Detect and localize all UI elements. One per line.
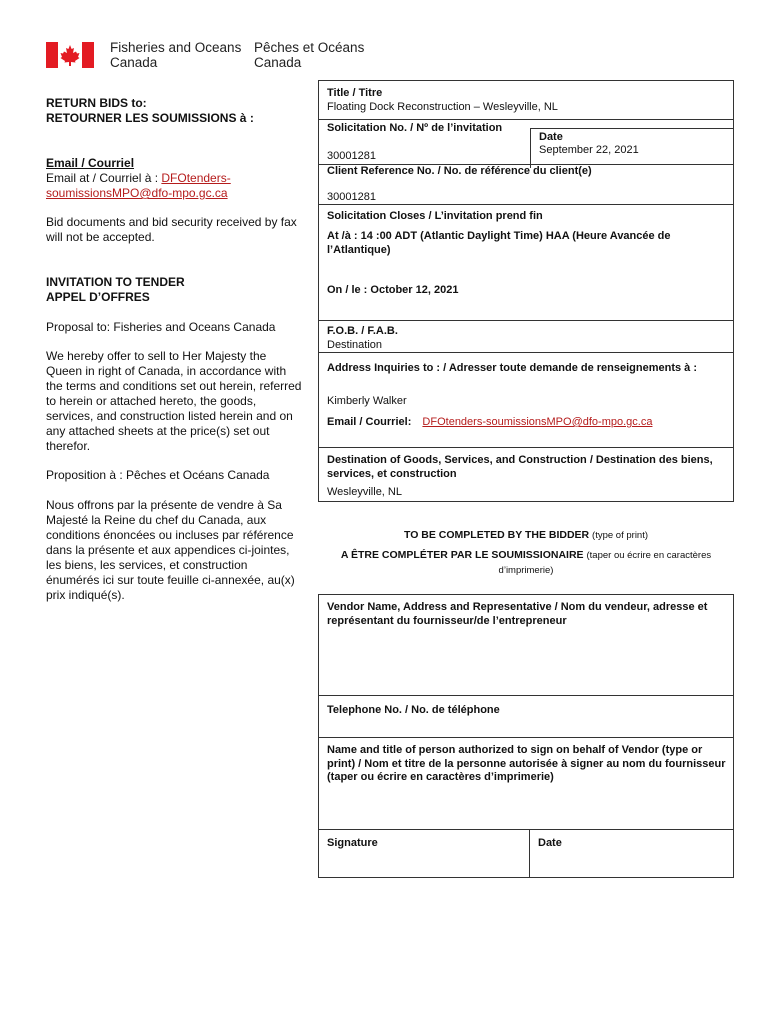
email-block: Email / Courriel Email at / Courriel à : DFOtenders- soumissionsMPO@dfo-mpo.gc.ca (46, 156, 304, 201)
bidder-instructions: TO BE COMPLETED BY THE BIDDER (type of print) A ÊTRE COMPLÉTER PAR LE SOUMISSIONAIRE (taper ou écrire en caractères d’imprimerie) (340, 529, 712, 576)
return-bids-heading: RETURN BIDS to: RETOURNER LES SOUMISSIONS à : (46, 96, 254, 125)
department-name-en: Fisheries and Oceans Canada (110, 40, 242, 70)
vendor-field[interactable] (323, 633, 729, 689)
email-link-part1[interactable]: DFOtenders- (161, 171, 231, 185)
authorized-person-field[interactable] (323, 790, 729, 826)
destination-row: Destination of Goods, Services, and Construction / Destination des biens, services, et construction Wesleyville, NL (319, 447, 733, 502)
solicitation-number: 30001281 (327, 150, 376, 162)
fob-value: Destination (327, 338, 383, 351)
closing-date: On / le : October 12, 2021 (327, 284, 459, 296)
fob-row: F.O.B. / F.A.B. Destination (319, 320, 733, 352)
bidder-form-table (318, 594, 734, 878)
vendor-label: Vendor Name, Address and Representative / Nom du vendeur, adresse et représentant du fournisseur/de l’entrepreneur (327, 601, 708, 627)
fax-note: Bid documents and bid security received by fax will not be accepted. (46, 215, 297, 244)
contact-email-link[interactable]: DFOtenders-soumissionsMPO@dfo-mpo.gc.ca (422, 416, 653, 428)
signature-field[interactable]: Signature (319, 830, 530, 878)
closing-row: Solicitation Closes / L’invitation prend fin At /à : 14 :00 ADT (Atlantic Daylight Time) HAA (Heure Avancée de l’Atlantique) On / le : October 12, 2021 (319, 204, 733, 320)
proposal-fr: Proposition à : Pêches et Océans Canada (46, 468, 270, 482)
closing-time: At /à : 14 :00 ADT (Atlantic Daylight Time) HAA (Heure Avancée de l’Atlantique) (327, 230, 671, 256)
telephone-field[interactable] (323, 718, 729, 736)
inquiries-row: Address Inquiries to : / Adresser toute demande de renseignements à : Kimberly Walker Email / Courriel: DFOtenders-soumissionsMPO@dfo-mpo.gc.ca (319, 352, 733, 451)
signature-date-field[interactable]: Date (538, 837, 562, 849)
destination-value: Wesleyville, NL (327, 486, 402, 498)
contact-name: Kimberly Walker (327, 395, 407, 407)
signature-row (319, 829, 733, 878)
offer-text-en: We hereby offer to sell to Her Majesty the Queen in right of Canada, in accordance with the terms and conditions set out herein, referred to herein or attached hereto, the goods, services, and construction listed herein and on any attached sheets at the price(s) set out therefor. (46, 349, 302, 453)
telephone-row: Telephone No. / No. de téléphone (319, 695, 733, 737)
contact-email: Email / Courriel: DFOtenders-soumissionsMPO@dfo-mpo.gc.ca (327, 416, 653, 428)
department-name-fr: Pêches et Océans Canada (254, 40, 365, 70)
title-cell: Title / Titre Floating Dock Reconstruction – Wesleyville, NL (327, 87, 558, 113)
invitation-to-tender-heading: INVITATION TO TENDER APPEL D’OFFRES (46, 275, 185, 304)
solicitation-label: Solicitation No. / Nº de l’invitation (327, 122, 503, 134)
canada-flag-icon (46, 42, 94, 68)
email-link-part2[interactable]: soumissionsMPO@dfo-mpo.gc.ca (46, 186, 228, 200)
authorized-person-row: Name and title of person authorized to sign on behalf of Vendor (type or print) / Nom et titre de la personne autorisée à signer au nom du fournisseur (taper ou écrire en caractères d’imprimerie) (319, 737, 733, 829)
client-reference-row: Client Reference No. / No. de référence du client(e) 30001281 (319, 164, 733, 204)
email-heading: Email / Courriel (46, 156, 135, 170)
date-value: September 22, 2021 (539, 144, 639, 156)
solicitation-row (319, 119, 733, 167)
date-cell: Date September 22, 2021 (530, 128, 734, 168)
offer-text-fr: Nous offrons par la présente de vendre à Sa Majesté la Reine du chef du Canada, aux conditions énoncées ou incluses par référence dans la présente et aux appendices ci-jointes, les biens, les services, et construction énumérés ici sur toute feuille ci-annexée, au(x) prix indiqué(s). (46, 498, 295, 602)
proposal-en: Proposal to: Fisheries and Oceans Canada (46, 320, 276, 334)
client-reference-value: 30001281 (327, 191, 376, 203)
solicitation-info-table (318, 80, 734, 502)
